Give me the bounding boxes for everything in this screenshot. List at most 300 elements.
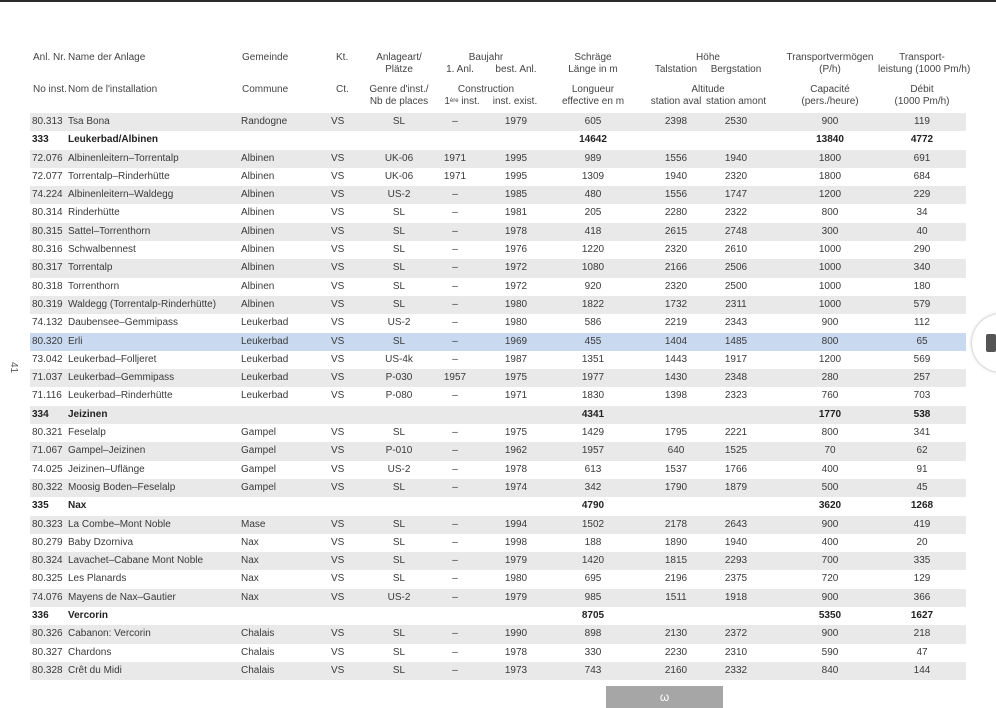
cell-tal: 1556 (664, 152, 688, 164)
cell-gemeinde: Albinen (241, 280, 275, 292)
cell-length: 330 (584, 646, 602, 658)
cell-name: Tsa Bona (68, 116, 110, 127)
table-row (30, 516, 966, 534)
cell-nr: 80.320 (32, 335, 63, 347)
cell-first: – (452, 573, 458, 585)
cell-built: 1962 (504, 445, 528, 457)
cell-name: Chardons (68, 646, 112, 658)
cell-gemeinde: Albinen (241, 152, 275, 164)
cell-leist: 1627 (910, 610, 934, 622)
col-header-name-fr: Nom de l'installation (68, 84, 158, 95)
cell-first: – (452, 518, 458, 530)
cell-berg: 1766 (724, 463, 748, 475)
cell-first: – (452, 189, 458, 201)
cell-kt: VS (331, 646, 345, 658)
cell-art: SL (392, 225, 406, 237)
table-row (30, 662, 966, 680)
cell-berg: 2310 (724, 646, 748, 658)
cell-gemeinde: Albinen (241, 262, 275, 274)
cell-gemeinde: Chalais (241, 664, 275, 676)
cell-first: 1971 (443, 152, 467, 164)
cell-length: 1977 (581, 372, 605, 384)
cell-art: UK-06 (384, 152, 414, 164)
cell-art: SL (392, 207, 406, 219)
cell-gemeinde: Chalais (241, 628, 275, 640)
cell-tal: 2280 (664, 207, 688, 219)
cell-length: 418 (584, 225, 602, 237)
cell-cap: 400 (821, 536, 839, 548)
cell-length: 1502 (581, 518, 605, 530)
cell-berg: 2323 (724, 390, 748, 402)
cell-berg: 2322 (724, 207, 748, 219)
cell-name: Vercorin (68, 610, 109, 622)
table-row (30, 570, 966, 588)
group-row (30, 406, 966, 424)
cell-tal: 1732 (664, 298, 688, 310)
cell-nr: 71.067 (32, 445, 63, 457)
cell-art: SL (392, 298, 406, 310)
cell-cap: 280 (821, 372, 839, 384)
cell-nr: 74.025 (32, 463, 63, 475)
cell-tal: 2196 (664, 573, 688, 585)
cell-cap: 720 (821, 573, 839, 585)
cell-name: Albinenleitern–Waldegg (68, 189, 174, 201)
cell-first: – (452, 116, 458, 127)
cell-name: Sattel–Torrenthorn (68, 225, 151, 237)
cell-leist: 703 (913, 390, 931, 402)
top-border (0, 0, 996, 2)
col-header-genre-2: Nb de places (369, 96, 429, 107)
col-header-bergstation: Bergstation (710, 64, 762, 75)
cell-kt: VS (331, 481, 345, 493)
col-header-schraege-1: Schräge (574, 52, 612, 63)
cell-nr: 80.325 (32, 573, 63, 585)
cell-kt: VS (331, 573, 345, 585)
cell-first: – (452, 646, 458, 658)
cell-leist: 229 (913, 189, 931, 201)
cell-name: La Combe–Mont Noble (68, 518, 171, 530)
cell-name: Erli (68, 335, 83, 347)
col-header-station-amont: station amont (706, 96, 767, 107)
cell-cap: 1000 (818, 244, 842, 256)
cell-built: 1998 (504, 536, 528, 548)
cell-tal: 640 (667, 445, 685, 457)
cell-cap: 1200 (818, 189, 842, 201)
cell-cap: 590 (821, 646, 839, 658)
table-row (30, 461, 966, 479)
cell-built: 1974 (504, 481, 528, 493)
page-flip-tab[interactable] (972, 314, 996, 372)
cell-art: SL (392, 116, 406, 127)
cell-first: – (452, 317, 458, 329)
col-header-altitude: Altitude (691, 84, 725, 95)
cell-gemeinde: Leukerbad (241, 353, 289, 365)
cell-leist: 366 (913, 591, 931, 603)
cell-built: 1995 (504, 152, 528, 164)
cell-tal: 1511 (665, 591, 687, 603)
group-row (30, 497, 966, 515)
cell-leist: 144 (913, 664, 931, 676)
cell-berg: 1879 (724, 481, 748, 493)
cell-leist: 257 (913, 372, 931, 384)
cell-name: Schwalbennest (68, 244, 136, 256)
table-row (30, 241, 966, 259)
cell-kt: VS (331, 445, 345, 457)
col-header-capacite-1: Capacité (810, 84, 850, 95)
col-header-commune: Commune (242, 84, 289, 95)
cell-cap: 800 (821, 207, 839, 219)
table-row (30, 552, 966, 570)
cell-tal: 1795 (664, 427, 688, 439)
cell-berg: 2332 (724, 664, 748, 676)
cell-leist: 47 (916, 646, 928, 658)
cell-tal: 1815 (664, 555, 688, 567)
cell-nr: 80.316 (32, 244, 63, 256)
cell-nr: 74.076 (32, 591, 63, 603)
cell-tal: 1398 (664, 390, 688, 402)
cell-built: 1975 (504, 372, 528, 384)
col-header-capacite-2: (pers./heure) (801, 96, 859, 107)
cell-kt: VS (331, 518, 345, 530)
cell-art: SL (392, 646, 406, 658)
cell-length: 8705 (581, 610, 605, 622)
cell-name: Lavachet–Cabane Mont Noble (68, 555, 204, 567)
cell-first: – (452, 262, 458, 274)
cell-built: 1987 (504, 353, 528, 365)
cell-cap: 900 (821, 518, 839, 530)
cell-art: P-010 (385, 445, 413, 457)
cell-tal: 1940 (664, 170, 688, 182)
cell-tal: 2130 (664, 628, 688, 640)
cell-gemeinde: Gampel (241, 481, 277, 493)
cell-leist: 91 (916, 463, 928, 475)
cell-cap: 13840 (816, 134, 844, 146)
cell-tal: 1443 (664, 353, 688, 365)
cell-leist: 218 (913, 628, 931, 640)
table-row (30, 296, 966, 314)
col-header-art-de-1: Anlageart/ (376, 52, 422, 63)
cell-art: SL (392, 518, 406, 530)
col-header-tv-2: (P/h) (819, 64, 841, 75)
cell-gemeinde: Albinen (241, 225, 275, 237)
cell-gemeinde: Leukerbad (241, 317, 289, 329)
cell-name: Torrentalp (68, 262, 113, 274)
cell-kt: VS (331, 244, 345, 256)
cell-tal: 2320 (664, 244, 688, 256)
table-row (30, 223, 966, 241)
cell-gemeinde: Gampel (241, 463, 277, 475)
cell-gemeinde: Albinen (241, 244, 275, 256)
cell-tal: 1890 (664, 536, 688, 548)
cell-nr: 80.279 (32, 536, 63, 548)
cell-gemeinde: Leukerbad (241, 390, 289, 402)
cell-length: 1429 (581, 427, 605, 439)
col-header-kt-de: Kt. (336, 52, 349, 63)
col-header-art-de-2: Plätze (385, 64, 413, 75)
col-header-construction-2: inst. exist. (492, 96, 538, 107)
cell-cap: 3620 (818, 500, 842, 512)
cell-tal: 2219 (664, 317, 688, 329)
col-header-hoehe: Höhe (696, 52, 720, 63)
cell-berg: 2748 (724, 225, 748, 237)
cell-built: 1972 (504, 262, 528, 274)
table-row (30, 333, 966, 351)
cell-built: 1973 (504, 664, 528, 676)
cell-first: – (452, 298, 458, 310)
cell-tal: 2398 (664, 116, 688, 127)
cell-built: 1981 (504, 207, 528, 219)
cell-length: 342 (584, 481, 602, 493)
cell-nr: 73.042 (32, 353, 63, 365)
cell-leist: 40 (916, 225, 928, 237)
cell-leist: 62 (916, 445, 928, 457)
cell-nr: 80.326 (32, 628, 63, 640)
cell-first: – (452, 628, 458, 640)
cell-tal: 1430 (664, 372, 688, 384)
cell-name: Torrentalp–Rinderhütte (68, 170, 170, 182)
table-row (30, 186, 966, 204)
cell-kt: VS (331, 225, 345, 237)
cell-leist: 340 (913, 262, 931, 274)
cell-length: 188 (584, 536, 602, 548)
cell-leist: 538 (913, 408, 931, 420)
cell-nr: 80.317 (32, 262, 63, 274)
cell-length: 480 (584, 189, 602, 201)
cell-name: Baby Dzorniva (68, 536, 134, 548)
cell-art: P-080 (385, 390, 413, 402)
table-row (30, 387, 966, 405)
cell-art: US-4k (385, 353, 413, 365)
col-header-debit-1: Débit (910, 84, 934, 95)
cell-leist: 691 (913, 152, 931, 164)
cell-tal: 2166 (664, 262, 688, 274)
table-row (30, 150, 966, 168)
cell-berg: 2375 (724, 573, 748, 585)
cell-nr: 80.321 (32, 427, 63, 439)
cell-leist: 180 (913, 280, 931, 292)
cell-leist: 419 (913, 518, 931, 530)
cell-built: 1979 (504, 555, 528, 567)
cell-built: 1995 (504, 170, 528, 182)
col-header-tl-1: Transport- (899, 52, 945, 63)
cell-nr: 71.037 (32, 372, 63, 384)
cell-leist: 119 (914, 116, 930, 127)
cell-art: SL (392, 481, 406, 493)
cell-first: – (452, 664, 458, 676)
cell-art: SL (392, 335, 406, 347)
table-row (30, 589, 966, 607)
cell-berg: 2372 (724, 628, 748, 640)
cell-nr: 80.323 (32, 518, 63, 530)
cell-name: Albinenleitern–Torrentalp (68, 152, 179, 164)
table-row (30, 625, 966, 643)
cell-first: – (452, 207, 458, 219)
cell-cap: 900 (821, 628, 839, 640)
cell-cap: 900 (821, 591, 839, 603)
cell-art: SL (392, 427, 406, 439)
cell-leist: 4772 (910, 134, 934, 146)
cell-leist: 45 (916, 481, 928, 493)
cell-name: Leukerbad/Albinen (68, 134, 159, 146)
cell-art: UK-06 (384, 170, 414, 182)
cell-leist: 290 (913, 244, 931, 256)
cell-nr: 72.076 (32, 152, 63, 164)
bottom-page-tab[interactable]: ω (606, 686, 723, 708)
cell-length: 985 (584, 591, 602, 603)
col-header-tl-2: leistung (1000 Pm/h) (878, 64, 971, 75)
cell-leist: 341 (913, 427, 931, 439)
page-flip-icon (986, 334, 996, 352)
cell-gemeinde: Albinen (241, 207, 275, 219)
cell-name: Rinderhütte (68, 207, 120, 219)
cell-leist: 65 (916, 335, 928, 347)
cell-leist: 569 (913, 353, 931, 365)
cell-name: Jeizinen–Uflänge (68, 463, 145, 475)
cell-cap: 1800 (818, 170, 842, 182)
cell-length: 1420 (581, 555, 605, 567)
cell-nr: 80.315 (32, 225, 63, 237)
cell-art: SL (392, 664, 406, 676)
col-header-schraege-2: Länge in m (568, 64, 618, 75)
col-header-baujahr-1: 1. Anl. (446, 64, 474, 75)
cell-gemeinde: Chalais (241, 646, 275, 658)
cell-nr: 74.224 (32, 189, 63, 201)
cell-length: 205 (584, 207, 602, 219)
cell-art: US-2 (387, 317, 411, 329)
cell-length: 1220 (581, 244, 605, 256)
cell-nr: 80.324 (32, 555, 63, 567)
cell-tal: 1404 (664, 335, 688, 347)
cell-first: – (452, 427, 458, 439)
cell-name: Moosig Boden–Feselalp (68, 481, 176, 493)
cell-leist: 34 (916, 207, 928, 219)
cell-leist: 20 (916, 536, 928, 548)
col-header-construction: Construction (457, 84, 515, 95)
cell-name: Les Planards (68, 573, 127, 585)
cell-art: SL (392, 573, 406, 585)
cell-built: 1980 (504, 298, 528, 310)
cell-kt: VS (331, 353, 345, 365)
table-row (30, 534, 966, 552)
cell-length: 586 (584, 317, 602, 329)
cell-kt: VS (331, 335, 345, 347)
cell-first: 1971 (443, 170, 467, 182)
cell-nr: 80.314 (32, 207, 63, 219)
cell-berg: 2506 (724, 262, 748, 274)
cell-gemeinde: Gampel (241, 445, 277, 457)
cell-length: 1822 (581, 298, 605, 310)
table-row (30, 369, 966, 387)
table-row (30, 314, 966, 332)
cell-first: – (452, 353, 458, 365)
cell-built: 1971 (504, 390, 528, 402)
cell-cap: 300 (821, 225, 839, 237)
cell-gemeinde: Nax (241, 573, 259, 585)
cell-kt: VS (331, 280, 345, 292)
cell-nr: 334 (32, 408, 49, 420)
cell-nr: 74.132 (32, 317, 63, 329)
cell-tal: 2615 (664, 225, 688, 237)
cell-length: 613 (584, 463, 602, 475)
cell-art: SL (392, 628, 406, 640)
cell-length: 920 (584, 280, 602, 292)
cell-kt: VS (331, 262, 345, 274)
cell-berg: 2348 (724, 372, 748, 384)
col-header-longueur-1: Longueur (571, 84, 615, 95)
cell-kt: VS (331, 372, 345, 384)
cell-kt: VS (331, 390, 345, 402)
cell-kt: VS (331, 152, 345, 164)
cell-cap: 1000 (818, 280, 842, 292)
table-row (30, 424, 966, 442)
cell-first: – (452, 536, 458, 548)
cell-cap: 1770 (818, 408, 842, 420)
cell-length: 989 (584, 152, 602, 164)
cell-built: 1969 (504, 335, 528, 347)
cell-gemeinde: Leukerbad (241, 335, 289, 347)
table-row (30, 644, 966, 662)
cell-kt: VS (331, 664, 345, 676)
cell-kt: VS (331, 207, 345, 219)
cell-gemeinde: Mase (241, 518, 266, 530)
cell-kt: VS (331, 116, 345, 127)
col-header-nr-fr: No inst. (33, 84, 67, 95)
col-header-talstation: Talstation (654, 64, 698, 75)
cell-tal: 1556 (664, 189, 688, 201)
cell-cap: 1000 (818, 262, 842, 274)
col-header-baujahr-2: best. Anl. (495, 64, 537, 75)
cell-name: Nax (68, 500, 87, 512)
cell-name: Jeizinen (68, 408, 108, 420)
cell-gemeinde: Nax (241, 555, 259, 567)
cell-cap: 400 (821, 463, 839, 475)
col-header-nr-de: Anl. Nr. (33, 52, 66, 63)
cell-first: – (452, 244, 458, 256)
cell-built: 1976 (504, 244, 528, 256)
cell-nr: 80.322 (32, 481, 63, 493)
cell-kt: VS (331, 427, 345, 439)
cell-name: Daubensee–Gemmipass (68, 317, 179, 329)
cell-name: Crêt du Midi (68, 664, 122, 676)
table-row (30, 259, 966, 277)
group-row (30, 607, 966, 625)
cell-tal: 2178 (664, 518, 688, 530)
cell-tal: 1790 (664, 481, 688, 493)
col-header-baujahr: Baujahr (468, 52, 504, 63)
cell-length: 605 (584, 116, 602, 127)
cell-berg: 2320 (724, 170, 748, 182)
cell-name: Leukerbad–Gemmipass (68, 372, 175, 384)
cell-name: Mayens de Nax–Gautier (68, 591, 176, 603)
cell-berg: 2500 (724, 280, 748, 292)
table-row (30, 204, 966, 222)
table-row (30, 351, 966, 369)
cell-berg: 1940 (724, 152, 748, 164)
table-row (30, 113, 966, 131)
cell-length: 1080 (581, 262, 605, 274)
cell-art: SL (392, 536, 406, 548)
col-header-tv-1: Transportvermögen (786, 52, 874, 63)
cell-nr: 335 (32, 500, 49, 512)
cell-built: 1972 (504, 280, 528, 292)
cell-first: – (452, 555, 458, 567)
cell-built: 1979 (504, 591, 528, 603)
cell-length: 1351 (581, 353, 605, 365)
cell-art: US-2 (387, 591, 411, 603)
cell-gemeinde: Nax (241, 536, 259, 548)
cell-nr: 71.116 (32, 390, 62, 402)
cell-built: 1980 (504, 573, 528, 585)
